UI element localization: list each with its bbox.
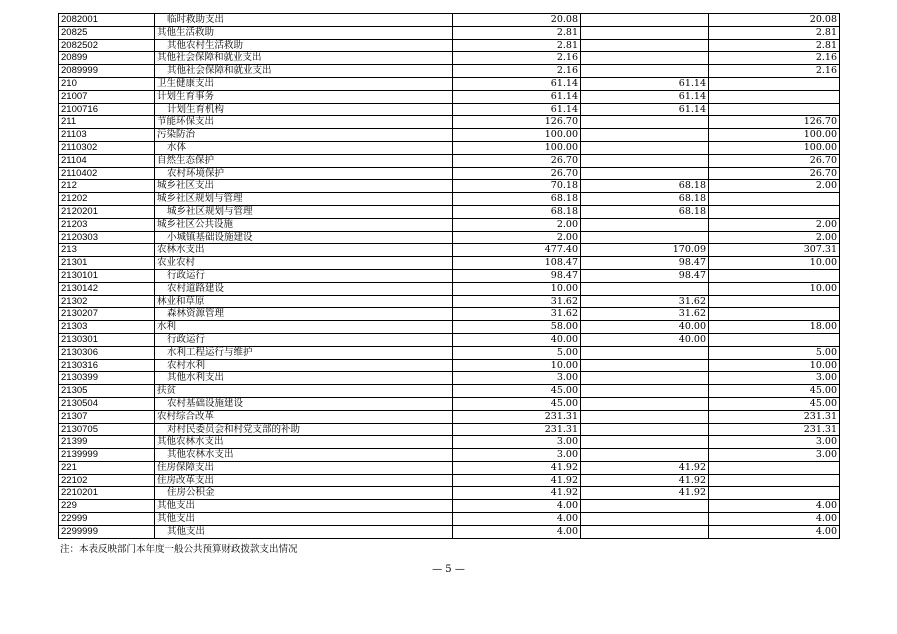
cell-basic-expenditure: 98.47 (581, 257, 709, 270)
cell-basic-expenditure (581, 231, 709, 244)
cell-project-expenditure: 10.00 (709, 282, 840, 295)
cell-project-expenditure: 2.16 (709, 65, 840, 78)
cell-subject-name: 住房保障支出 (155, 461, 453, 474)
cell-basic-expenditure: 40.00 (581, 333, 709, 346)
cell-total: 4.00 (453, 525, 581, 538)
table-footnote: 注：本表反映部门本年度一般公共预算财政拨款支出情况 (60, 544, 298, 555)
cell-total: 20.08 (453, 14, 581, 27)
table-row (59, 308, 840, 321)
cell-subject-code: 2130142 (59, 282, 155, 295)
cell-subject-code: 21007 (59, 90, 155, 103)
table-row (59, 218, 840, 231)
cell-basic-expenditure (581, 52, 709, 65)
cell-total: 10.00 (453, 359, 581, 372)
cell-subject-name: 计划生育机构 (155, 103, 453, 116)
cell-total: 100.00 (453, 141, 581, 154)
cell-total: 45.00 (453, 397, 581, 410)
cell-subject-name: 森林资源管理 (155, 308, 453, 321)
cell-subject-code: 21307 (59, 410, 155, 423)
cell-total: 68.18 (453, 205, 581, 218)
cell-basic-expenditure (581, 26, 709, 39)
cell-subject-code: 2082001 (59, 14, 155, 27)
cell-subject-code: 20825 (59, 26, 155, 39)
cell-total: 4.00 (453, 513, 581, 526)
cell-project-expenditure (709, 269, 840, 282)
cell-basic-expenditure (581, 513, 709, 526)
cell-subject-name: 对村民委员会和村党支部的补助 (155, 423, 453, 436)
cell-total: 477.40 (453, 244, 581, 257)
cell-project-expenditure (709, 103, 840, 116)
cell-project-expenditure: 126.70 (709, 116, 840, 129)
cell-subject-name: 林业和草原 (155, 295, 453, 308)
cell-subject-name: 农林水支出 (155, 244, 453, 257)
cell-basic-expenditure (581, 39, 709, 52)
table-row (59, 103, 840, 116)
cell-subject-code: 2130504 (59, 397, 155, 410)
table-row (59, 423, 840, 436)
cell-subject-name: 其他农村生活救助 (155, 39, 453, 52)
cell-project-expenditure: 2.00 (709, 231, 840, 244)
table-row (59, 141, 840, 154)
cell-project-expenditure: 2.81 (709, 39, 840, 52)
cell-subject-name: 其他农林水支出 (155, 436, 453, 449)
table-row (59, 372, 840, 385)
table-row (59, 77, 840, 90)
cell-subject-code: 21303 (59, 321, 155, 334)
cell-subject-code: 2210201 (59, 487, 155, 500)
cell-total: 4.00 (453, 500, 581, 513)
cell-project-expenditure (709, 193, 840, 206)
cell-total: 68.18 (453, 193, 581, 206)
table-row (59, 26, 840, 39)
table-row (59, 487, 840, 500)
cell-basic-expenditure (581, 218, 709, 231)
table-row (59, 513, 840, 526)
cell-subject-code: 21103 (59, 129, 155, 142)
cell-project-expenditure: 4.00 (709, 500, 840, 513)
cell-subject-name: 农村道路建设 (155, 282, 453, 295)
table-row (59, 359, 840, 372)
cell-project-expenditure (709, 474, 840, 487)
cell-basic-expenditure (581, 359, 709, 372)
cell-project-expenditure: 2.16 (709, 52, 840, 65)
cell-subject-code: 2130301 (59, 333, 155, 346)
table-row (59, 257, 840, 270)
cell-total: 45.00 (453, 385, 581, 398)
cell-project-expenditure: 3.00 (709, 436, 840, 449)
cell-subject-code: 21305 (59, 385, 155, 398)
cell-project-expenditure: 45.00 (709, 385, 840, 398)
table-row (59, 295, 840, 308)
cell-total: 2.81 (453, 39, 581, 52)
cell-subject-code: 213 (59, 244, 155, 257)
table-row (59, 397, 840, 410)
cell-subject-name: 自然生态保护 (155, 154, 453, 167)
cell-subject-name: 水利工程运行与维护 (155, 346, 453, 359)
cell-total: 98.47 (453, 269, 581, 282)
cell-subject-code: 2130306 (59, 346, 155, 359)
table-row (59, 193, 840, 206)
cell-subject-name: 其他支出 (155, 500, 453, 513)
cell-subject-name: 小城镇基础设施建设 (155, 231, 453, 244)
table-row (59, 154, 840, 167)
cell-project-expenditure: 3.00 (709, 449, 840, 462)
cell-subject-name: 其他社会保障和就业支出 (155, 52, 453, 65)
expenditure-table (58, 13, 840, 539)
table-row (59, 500, 840, 513)
table-row (59, 269, 840, 282)
cell-basic-expenditure (581, 500, 709, 513)
cell-project-expenditure: 26.70 (709, 154, 840, 167)
cell-basic-expenditure (581, 436, 709, 449)
cell-basic-expenditure: 68.18 (581, 180, 709, 193)
cell-project-expenditure (709, 487, 840, 500)
cell-subject-code: 2082502 (59, 39, 155, 52)
cell-project-expenditure: 2.00 (709, 180, 840, 193)
table-row (59, 474, 840, 487)
cell-project-expenditure: 45.00 (709, 397, 840, 410)
cell-subject-code: 211 (59, 116, 155, 129)
cell-basic-expenditure (581, 129, 709, 142)
cell-subject-code: 21202 (59, 193, 155, 206)
cell-subject-code: 21104 (59, 154, 155, 167)
cell-subject-name: 城乡社区支出 (155, 180, 453, 193)
table-row (59, 525, 840, 538)
cell-total: 26.70 (453, 167, 581, 180)
cell-project-expenditure: 2.81 (709, 26, 840, 39)
cell-total: 3.00 (453, 449, 581, 462)
cell-basic-expenditure: 68.18 (581, 193, 709, 206)
cell-project-expenditure: 5.00 (709, 346, 840, 359)
table-row (59, 52, 840, 65)
cell-basic-expenditure: 31.62 (581, 308, 709, 321)
cell-total: 31.62 (453, 308, 581, 321)
table-row (59, 410, 840, 423)
table-row (59, 180, 840, 193)
cell-subject-name: 其他社会保障和就业支出 (155, 65, 453, 78)
cell-basic-expenditure: 41.92 (581, 461, 709, 474)
cell-subject-code: 21301 (59, 257, 155, 270)
cell-basic-expenditure (581, 65, 709, 78)
cell-basic-expenditure: 61.14 (581, 77, 709, 90)
cell-project-expenditure: 100.00 (709, 141, 840, 154)
cell-subject-name: 其他支出 (155, 513, 453, 526)
cell-subject-name: 临时救助支出 (155, 14, 453, 27)
table-row (59, 282, 840, 295)
table-row (59, 346, 840, 359)
cell-project-expenditure: 2.00 (709, 218, 840, 231)
table-row (59, 14, 840, 27)
cell-subject-code: 210 (59, 77, 155, 90)
cell-basic-expenditure (581, 14, 709, 27)
cell-basic-expenditure (581, 154, 709, 167)
cell-project-expenditure (709, 295, 840, 308)
cell-subject-name: 住房改革支出 (155, 474, 453, 487)
cell-basic-expenditure: 61.14 (581, 90, 709, 103)
cell-subject-code: 2130705 (59, 423, 155, 436)
cell-basic-expenditure: 61.14 (581, 103, 709, 116)
cell-subject-name: 水体 (155, 141, 453, 154)
cell-subject-name: 农村综合改革 (155, 410, 453, 423)
cell-basic-expenditure: 98.47 (581, 269, 709, 282)
cell-subject-name: 其他支出 (155, 525, 453, 538)
cell-total: 10.00 (453, 282, 581, 295)
cell-total: 40.00 (453, 333, 581, 346)
cell-subject-name: 其他水利支出 (155, 372, 453, 385)
cell-total: 41.92 (453, 487, 581, 500)
cell-project-expenditure: 10.00 (709, 257, 840, 270)
cell-total: 2.00 (453, 231, 581, 244)
cell-total: 61.14 (453, 77, 581, 90)
cell-total: 31.62 (453, 295, 581, 308)
cell-subject-code: 21302 (59, 295, 155, 308)
cell-basic-expenditure: 170.09 (581, 244, 709, 257)
table-row (59, 461, 840, 474)
cell-basic-expenditure (581, 116, 709, 129)
cell-project-expenditure: 18.00 (709, 321, 840, 334)
cell-subject-code: 22999 (59, 513, 155, 526)
cell-basic-expenditure (581, 449, 709, 462)
cell-project-expenditure: 10.00 (709, 359, 840, 372)
cell-total: 2.16 (453, 65, 581, 78)
cell-subject-name: 农业农村 (155, 257, 453, 270)
cell-project-expenditure: 231.31 (709, 410, 840, 423)
cell-subject-code: 2130207 (59, 308, 155, 321)
cell-basic-expenditure (581, 372, 709, 385)
cell-project-expenditure: 307.31 (709, 244, 840, 257)
table-row (59, 167, 840, 180)
cell-total: 126.70 (453, 116, 581, 129)
table-row (59, 231, 840, 244)
cell-subject-code: 21203 (59, 218, 155, 231)
cell-subject-code: 22102 (59, 474, 155, 487)
cell-subject-code: 2120303 (59, 231, 155, 244)
cell-basic-expenditure (581, 525, 709, 538)
table-row (59, 39, 840, 52)
cell-basic-expenditure: 41.92 (581, 487, 709, 500)
cell-subject-name: 农村水利 (155, 359, 453, 372)
table-row (59, 90, 840, 103)
cell-subject-name: 其他生活救助 (155, 26, 453, 39)
table-row (59, 385, 840, 398)
table-row (59, 333, 840, 346)
page-number: — 5 — (432, 564, 465, 575)
cell-total: 41.92 (453, 474, 581, 487)
cell-subject-code: 2100716 (59, 103, 155, 116)
cell-subject-name: 水利 (155, 321, 453, 334)
cell-subject-code: 221 (59, 461, 155, 474)
cell-project-expenditure: 4.00 (709, 513, 840, 526)
cell-subject-code: 20899 (59, 52, 155, 65)
cell-subject-code: 2110302 (59, 141, 155, 154)
table-row (59, 436, 840, 449)
cell-subject-code: 2110402 (59, 167, 155, 180)
table-row (59, 65, 840, 78)
cell-basic-expenditure (581, 141, 709, 154)
cell-project-expenditure (709, 308, 840, 321)
table-row (59, 116, 840, 129)
table-row (59, 205, 840, 218)
cell-project-expenditure: 3.00 (709, 372, 840, 385)
cell-project-expenditure: 231.31 (709, 423, 840, 436)
cell-subject-name: 行政运行 (155, 269, 453, 282)
cell-basic-expenditure (581, 385, 709, 398)
cell-subject-name: 住房公积金 (155, 487, 453, 500)
cell-project-expenditure (709, 90, 840, 103)
cell-basic-expenditure (581, 346, 709, 359)
cell-subject-name: 其他农林水支出 (155, 449, 453, 462)
cell-subject-code: 2089999 (59, 65, 155, 78)
cell-total: 41.92 (453, 461, 581, 474)
cell-subject-name: 节能环保支出 (155, 116, 453, 129)
cell-total: 26.70 (453, 154, 581, 167)
cell-subject-code: 2139999 (59, 449, 155, 462)
cell-total: 2.00 (453, 218, 581, 231)
cell-total: 61.14 (453, 103, 581, 116)
cell-total: 100.00 (453, 129, 581, 142)
cell-basic-expenditure (581, 410, 709, 423)
cell-total: 58.00 (453, 321, 581, 334)
cell-subject-code: 2130316 (59, 359, 155, 372)
cell-subject-name: 城乡社区规划与管理 (155, 205, 453, 218)
cell-project-expenditure: 100.00 (709, 129, 840, 142)
table-row (59, 449, 840, 462)
cell-subject-name: 农村环境保护 (155, 167, 453, 180)
table-body (59, 14, 840, 539)
table-row (59, 129, 840, 142)
cell-project-expenditure: 4.00 (709, 525, 840, 538)
cell-subject-name: 农村基础设施建设 (155, 397, 453, 410)
cell-subject-code: 212 (59, 180, 155, 193)
cell-subject-code: 229 (59, 500, 155, 513)
cell-project-expenditure: 26.70 (709, 167, 840, 180)
cell-total: 61.14 (453, 90, 581, 103)
cell-basic-expenditure (581, 167, 709, 180)
cell-total: 2.81 (453, 26, 581, 39)
cell-basic-expenditure: 41.92 (581, 474, 709, 487)
cell-subject-name: 计划生育事务 (155, 90, 453, 103)
table-row (59, 321, 840, 334)
cell-project-expenditure (709, 333, 840, 346)
cell-subject-name: 城乡社区公共设施 (155, 218, 453, 231)
cell-total: 2.16 (453, 52, 581, 65)
cell-project-expenditure: 20.08 (709, 14, 840, 27)
cell-total: 108.47 (453, 257, 581, 270)
cell-basic-expenditure: 40.00 (581, 321, 709, 334)
cell-total: 5.00 (453, 346, 581, 359)
cell-subject-code: 2120201 (59, 205, 155, 218)
cell-basic-expenditure (581, 423, 709, 436)
cell-project-expenditure (709, 461, 840, 474)
cell-subject-code: 2130399 (59, 372, 155, 385)
cell-subject-name: 卫生健康支出 (155, 77, 453, 90)
cell-subject-code: 2299999 (59, 525, 155, 538)
cell-basic-expenditure: 68.18 (581, 205, 709, 218)
cell-subject-code: 2130101 (59, 269, 155, 282)
table-row (59, 244, 840, 257)
cell-total: 3.00 (453, 372, 581, 385)
cell-basic-expenditure (581, 282, 709, 295)
cell-subject-code: 21399 (59, 436, 155, 449)
cell-project-expenditure (709, 77, 840, 90)
cell-subject-name: 污染防治 (155, 129, 453, 142)
cell-subject-name: 行政运行 (155, 333, 453, 346)
cell-total: 3.00 (453, 436, 581, 449)
cell-total: 70.18 (453, 180, 581, 193)
cell-basic-expenditure: 31.62 (581, 295, 709, 308)
cell-total: 231.31 (453, 410, 581, 423)
cell-project-expenditure (709, 205, 840, 218)
cell-subject-name: 扶贫 (155, 385, 453, 398)
cell-total: 231.31 (453, 423, 581, 436)
cell-subject-name: 城乡社区规划与管理 (155, 193, 453, 206)
cell-basic-expenditure (581, 397, 709, 410)
